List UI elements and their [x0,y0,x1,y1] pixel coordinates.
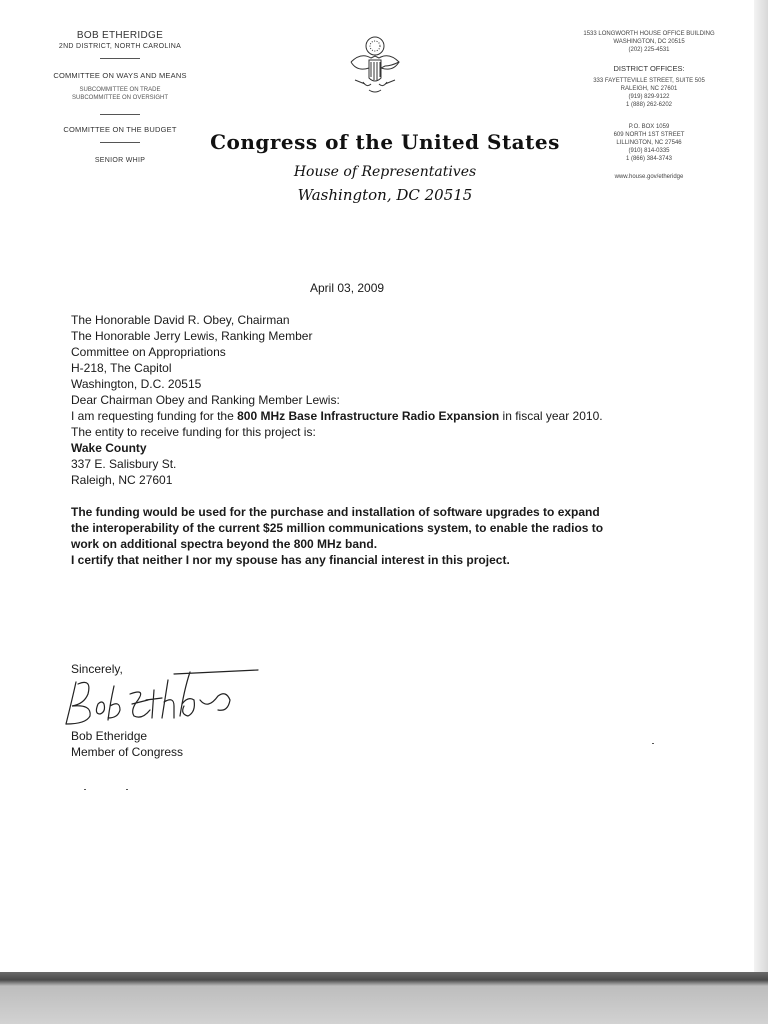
divider [100,142,140,143]
lillington-office-line: LILLINGTON, NC 27546 [616,140,682,146]
dc-office-line: WASHINGTON, DC 20515 [613,39,685,45]
entity-intro: The entity to receive funding for this project is: [71,425,316,439]
address-line: The Honorable David R. Obey, Chairman [71,313,290,327]
handwritten-signature [58,660,268,732]
lillington-office-line: 609 NORTH 1ST STREET [613,132,685,138]
signer-title: Member of Congress [71,745,184,759]
address-line: H-218, The Capitol [71,361,172,375]
scan-bottom-edge [0,972,768,1024]
salutation: Dear Chairman Obey and Ranking Member Lewis: [71,393,340,407]
letterhead-title [200,130,570,204]
divider [100,114,140,115]
certification: I certify that neither I nor my spouse has any financial interest in this project. [71,553,510,567]
purpose-line: the interoperability of the current $25 million communications system, to enable the radios to [71,521,604,535]
dc-office-phone: (202) 225-4531 [628,47,670,53]
request-text: in fiscal year 2010. [499,409,603,423]
scan-speck [84,789,86,790]
committee-budget: COMMITTEE ON THE BUDGET [63,125,177,134]
divider [100,58,140,59]
letter-body [71,312,711,568]
subcommittee-trade: SUBCOMMITTEE ON TRADE [79,87,161,93]
scan-speck [126,789,128,790]
committee-ways-means: COMMITTEE ON WAYS AND MEANS [53,71,187,80]
entity-city: Raleigh, NC 27601 [71,473,173,487]
purpose-paragraph [71,504,711,552]
member-name: BOB ETHERIDGE [76,30,164,41]
scan-speck [652,743,654,744]
raleigh-office-line: RALEIGH, NC 27601 [620,86,678,92]
recipient-address [71,312,711,392]
page-edge [754,0,768,975]
website: www.house.gov/etheridge [614,174,684,180]
address-line: Washington, D.C. 20515 [71,377,202,391]
entity-name: Wake County [71,441,147,455]
eagle-seal-icon [341,32,409,100]
district: 2ND DISTRICT, NORTH CAROLINA [58,43,182,50]
entity-street: 337 E. Salisbury St. [71,457,177,471]
raleigh-office-phone: 1 (888) 262-6202 [625,102,673,108]
closing: Sincerely, [71,662,123,676]
senior-whip: SENIOR WHIP [94,157,146,164]
letter-date: April 03, 2009 [310,281,385,295]
letterhead-right [566,30,732,181]
raleigh-office-line: 333 FAYETTEVILLE STREET, SUITE 505 [593,78,705,84]
signer-name: Bob Etheridge [71,729,148,743]
purpose-line: The funding would be used for the purchase and installation of software upgrades to expand [71,505,600,519]
signer-block [71,728,183,760]
subcommittee-oversight: SUBCOMMITTEE ON OVERSIGHT [71,95,168,101]
washington-title: Washington, DC 20515 [297,186,473,204]
lillington-office-line: P.O. BOX 1059 [628,124,670,130]
lillington-office-phone: 1 (866) 384-3743 [625,156,673,162]
project-name: 800 MHz Base Infrastructure Radio Expansion [237,409,500,423]
raleigh-office-phone: (919) 829-9122 [628,94,670,100]
request-text: I am requesting funding for the [71,409,238,423]
address-line: The Honorable Jerry Lewis, Ranking Member [71,329,313,343]
letterhead-left [30,30,210,164]
house-title: House of Representatives [293,164,477,180]
request-paragraph [71,408,711,424]
lillington-office-phone: (910) 814-0335 [628,148,670,154]
dc-office-line: 1533 LONGWORTH HOUSE OFFICE BUILDING [583,31,715,37]
purpose-line: work on additional spectra beyond the 800 MHz band. [71,537,378,551]
district-offices-heading: DISTRICT OFFICES: [613,64,685,73]
address-line: Committee on Appropriations [71,345,226,359]
congress-title: Congress of the United States [210,130,560,154]
